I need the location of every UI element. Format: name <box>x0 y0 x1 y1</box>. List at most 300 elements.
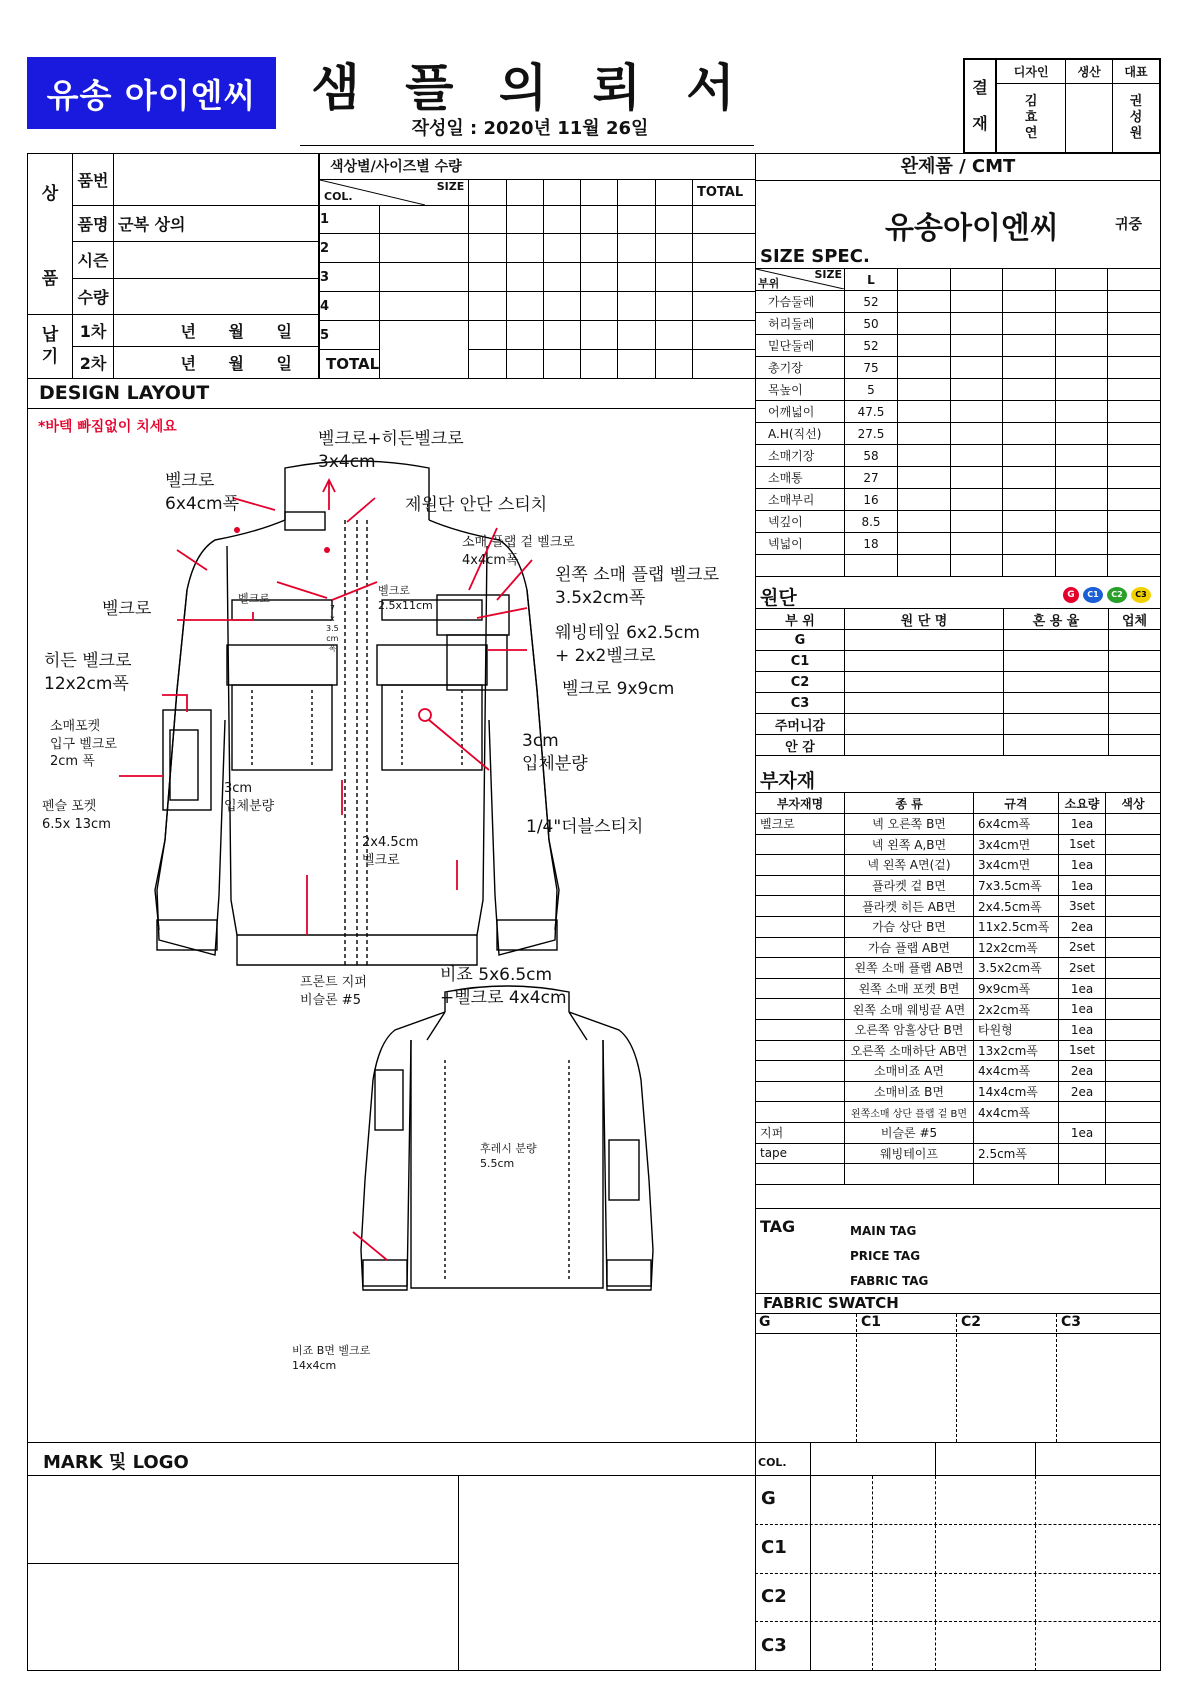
spec-cell[interactable] <box>1003 357 1056 379</box>
trim-name <box>756 834 845 855</box>
trim-qty: 1set <box>1059 1040 1106 1061</box>
trim-spec: 2x2cm폭 <box>974 999 1059 1020</box>
spec-cell[interactable] <box>1003 555 1056 577</box>
spec-value[interactable]: 27.5 <box>845 423 898 445</box>
trim-qty: 2set <box>1059 958 1106 979</box>
trim-color[interactable] <box>1106 916 1161 937</box>
tag-price: PRICE TAG <box>850 1249 921 1263</box>
spec-cell[interactable] <box>1003 445 1056 467</box>
trim-color[interactable] <box>1106 1040 1161 1061</box>
qty-row-number: 1 <box>320 205 380 234</box>
spec-cell[interactable] <box>1108 489 1161 511</box>
qty-cell[interactable] <box>693 205 756 234</box>
delivery-2-date[interactable] <box>114 346 319 378</box>
trim-spec: 2x4.5cm폭 <box>974 896 1059 917</box>
qty-cell[interactable] <box>693 321 756 350</box>
trim-color[interactable] <box>1106 999 1161 1020</box>
spec-cell[interactable] <box>1003 379 1056 401</box>
trim-name <box>756 916 845 937</box>
spec-part: 넥깊이 <box>756 511 845 533</box>
field-season[interactable] <box>114 242 319 278</box>
qty-cell[interactable] <box>506 350 543 379</box>
fabric-vendor-cell[interactable] <box>1109 735 1161 756</box>
spec-cell[interactable] <box>950 555 1003 577</box>
fabric-vendor-cell[interactable] <box>1109 630 1161 651</box>
spec-cell[interactable] <box>950 291 1003 313</box>
fabric-name-cell[interactable] <box>845 672 1004 693</box>
trim-row <box>756 1081 1161 1102</box>
spec-cell[interactable] <box>1003 423 1056 445</box>
size-spec-table <box>755 268 1161 577</box>
spec-cell[interactable] <box>898 511 951 533</box>
qty-cell[interactable] <box>543 205 580 234</box>
fabric-blend-cell[interactable] <box>1004 735 1109 756</box>
trim-type: 비슬론 #5 <box>845 1122 974 1143</box>
spec-cell[interactable] <box>1003 467 1056 489</box>
qty-cell[interactable] <box>469 321 506 350</box>
fabric-name-cell[interactable] <box>845 651 1004 672</box>
spec-cell[interactable] <box>1003 489 1056 511</box>
spec-cell[interactable] <box>950 489 1003 511</box>
mark-row-label: G <box>761 1488 776 1510</box>
spec-cell[interactable] <box>1108 511 1161 533</box>
field-label-season: 시즌 <box>73 242 114 278</box>
spec-part: 가슴둘레 <box>756 291 845 313</box>
swatch-header <box>755 1294 1161 1314</box>
fabric-blend-cell[interactable] <box>1004 672 1109 693</box>
qty-cell[interactable] <box>380 292 469 321</box>
spec-part: 목높이 <box>756 379 845 401</box>
qty-cell[interactable] <box>380 321 469 379</box>
trim-cell[interactable] <box>1059 1164 1106 1185</box>
spec-cell[interactable] <box>898 533 951 555</box>
spec-cell[interactable] <box>1003 511 1056 533</box>
spec-cell[interactable] <box>1108 423 1161 445</box>
spec-part: 소매통 <box>756 467 845 489</box>
trim-color[interactable] <box>1106 1102 1161 1123</box>
spec-value[interactable]: 16 <box>845 489 898 511</box>
trim-row <box>756 958 1161 979</box>
fabric-vendor-cell[interactable] <box>1109 651 1161 672</box>
qty-cell[interactable] <box>506 321 543 350</box>
trim-name: 벨크로 <box>756 814 845 835</box>
approval-sign-production[interactable] <box>1066 83 1113 153</box>
mark-row-dash <box>1035 1574 1036 1623</box>
spec-cell[interactable] <box>898 379 951 401</box>
swatch-divider <box>956 1314 957 1442</box>
fabric-name-cell[interactable] <box>845 714 1004 735</box>
spec-part-label: 부위 <box>758 277 780 290</box>
spec-cell[interactable] <box>1003 313 1056 335</box>
mark-row-dash <box>872 1622 873 1671</box>
qty-row-number: 5 <box>320 321 380 350</box>
trim-name <box>756 855 845 876</box>
ann-left-sleeve-flap: 왼쪽 소매 플랩 벨크로 3.5x2cm폭 <box>555 565 720 608</box>
fabric-header-blend: 혼 용 율 <box>1004 609 1109 630</box>
spec-cell[interactable] <box>1055 313 1108 335</box>
spec-cell[interactable] <box>1108 467 1161 489</box>
spec-cell[interactable] <box>1055 357 1108 379</box>
spec-row <box>756 291 1161 313</box>
qty-row-number: 3 <box>320 263 380 292</box>
spec-cell[interactable] <box>1055 511 1108 533</box>
trim-name <box>756 1061 845 1082</box>
trim-color[interactable] <box>1106 1061 1161 1082</box>
tag-section <box>755 1208 1161 1294</box>
qty-cell[interactable] <box>655 263 692 292</box>
spec-cell[interactable] <box>1108 401 1161 423</box>
spec-size-label: SIZE <box>814 268 842 281</box>
spec-cell[interactable] <box>1003 291 1056 313</box>
trim-qty: 3set <box>1059 896 1106 917</box>
spec-cell[interactable] <box>1108 357 1161 379</box>
size-col-1[interactable] <box>469 179 506 205</box>
qty-cell[interactable] <box>655 350 692 379</box>
quantity-table-title: 색상별/사이즈별 수량 <box>320 154 756 180</box>
qty-cell[interactable] <box>693 234 756 263</box>
field-quantity[interactable] <box>114 278 319 314</box>
fabric-vendor-cell[interactable] <box>1109 714 1161 735</box>
product-info-table <box>27 153 319 379</box>
spec-cell[interactable] <box>898 555 951 577</box>
field-label-quantity: 수량 <box>73 278 114 314</box>
qty-cell[interactable] <box>693 292 756 321</box>
fabric-name-cell[interactable] <box>845 630 1004 651</box>
trim-cell[interactable] <box>1106 1164 1161 1185</box>
fabric-row <box>756 735 1161 756</box>
fabric-title: 원단 <box>760 587 797 609</box>
spec-cell[interactable] <box>898 291 951 313</box>
fabric-part: 주머니감 <box>756 714 845 735</box>
trim-color[interactable] <box>1106 1081 1161 1102</box>
trim-spec: 타원형 <box>974 1019 1059 1040</box>
spec-value[interactable]: 52 <box>845 335 898 357</box>
qty-cell[interactable] <box>543 234 580 263</box>
spec-cell[interactable] <box>1055 401 1108 423</box>
spec-value[interactable]: 58 <box>845 445 898 467</box>
fabric-blend-cell[interactable] <box>1004 693 1109 714</box>
company-logo <box>27 57 276 129</box>
spec-cell[interactable] <box>950 467 1003 489</box>
approval-col-ceo: 대표 <box>1112 59 1160 83</box>
trim-cell[interactable] <box>756 1164 845 1185</box>
qty-cell[interactable] <box>618 321 655 350</box>
spec-cell[interactable] <box>1055 555 1108 577</box>
spec-row <box>756 445 1161 467</box>
trim-color[interactable] <box>1106 875 1161 896</box>
delivery-1-day: 일 <box>276 321 292 341</box>
trim-spec: 6x4cm폭 <box>974 814 1059 835</box>
qty-cell[interactable] <box>380 234 469 263</box>
trim-row <box>756 1143 1161 1164</box>
size-col-4[interactable] <box>581 179 618 205</box>
spec-cell[interactable] <box>898 313 951 335</box>
fabric-vendor-cell[interactable] <box>1109 672 1161 693</box>
spec-cell[interactable] <box>950 401 1003 423</box>
delivery-1-month: 월 <box>228 321 244 341</box>
spec-cell[interactable] <box>1055 467 1108 489</box>
trim-qty: 1ea <box>1059 855 1106 876</box>
qty-cell[interactable] <box>469 350 506 379</box>
badge-g: G <box>1063 587 1079 603</box>
spec-cell[interactable] <box>898 423 951 445</box>
spec-size-col[interactable] <box>1108 269 1161 291</box>
fabric-name-cell[interactable] <box>845 693 1004 714</box>
spec-row <box>756 511 1161 533</box>
spec-cell[interactable] <box>1055 335 1108 357</box>
spec-value[interactable]: 5 <box>845 379 898 401</box>
qty-cell[interactable] <box>618 350 655 379</box>
spec-cell[interactable] <box>1055 489 1108 511</box>
trim-color[interactable] <box>1106 1143 1161 1164</box>
spec-value[interactable]: 8.5 <box>845 511 898 533</box>
mark-row-dash <box>1035 1476 1036 1525</box>
mark-col-label: COL. <box>758 1456 787 1469</box>
spec-cell[interactable] <box>950 357 1003 379</box>
spec-part: 밑단둘레 <box>756 335 845 357</box>
qty-cell[interactable] <box>581 321 618 350</box>
trim-qty: 2ea <box>1059 916 1106 937</box>
design-layout-header <box>27 379 756 409</box>
qty-cell[interactable] <box>506 234 543 263</box>
spec-value[interactable]: 52 <box>845 291 898 313</box>
trim-color[interactable] <box>1106 958 1161 979</box>
fabric-blend-cell[interactable] <box>1004 714 1109 735</box>
trim-name <box>756 896 845 917</box>
trim-cell[interactable] <box>974 1164 1059 1185</box>
qty-cell[interactable] <box>618 263 655 292</box>
spec-value[interactable]: 18 <box>845 533 898 555</box>
spec-cell[interactable] <box>950 335 1003 357</box>
trim-qty: 1ea <box>1059 1019 1106 1040</box>
spec-cell[interactable] <box>1055 533 1108 555</box>
qty-cell[interactable] <box>581 292 618 321</box>
trims-header-spec: 규격 <box>974 793 1059 814</box>
field-item-name[interactable]: 군복 상의 <box>114 206 319 242</box>
trim-row <box>756 814 1161 835</box>
annotation-tick-marks <box>234 527 330 553</box>
spec-size-col[interactable] <box>1055 269 1108 291</box>
size-col-6[interactable] <box>655 179 692 205</box>
spec-row <box>756 357 1161 379</box>
trim-name <box>756 1081 845 1102</box>
spec-cell[interactable] <box>1108 555 1161 577</box>
qty-cell[interactable] <box>655 292 692 321</box>
fabric-blend-cell[interactable] <box>1004 630 1109 651</box>
approval-col-production: 생산 <box>1066 59 1113 83</box>
qty-cell[interactable] <box>618 292 655 321</box>
spec-row <box>756 533 1161 555</box>
tag-items <box>850 1219 928 1294</box>
spec-cell[interactable] <box>950 313 1003 335</box>
trim-row <box>756 855 1161 876</box>
fabric-vendor-cell[interactable] <box>1109 693 1161 714</box>
spec-part: 허리둘레 <box>756 313 845 335</box>
qty-cell[interactable] <box>543 321 580 350</box>
mark-row-dash <box>935 1476 936 1525</box>
trim-color[interactable] <box>1106 834 1161 855</box>
badge-c1: C1 <box>1083 587 1103 603</box>
color-badges <box>1063 587 1151 603</box>
trim-spec: 4x4cm폭 <box>974 1102 1059 1123</box>
spec-cell[interactable] <box>898 335 951 357</box>
mark-row-sep <box>810 1574 811 1623</box>
spec-cell[interactable] <box>1108 533 1161 555</box>
trim-qty: 2ea <box>1059 1061 1106 1082</box>
trim-cell[interactable] <box>845 1164 974 1185</box>
size-col-3[interactable] <box>543 179 580 205</box>
mark-color-row <box>755 1574 1161 1623</box>
qty-cell[interactable] <box>543 263 580 292</box>
approval-label <box>964 59 996 153</box>
trim-color[interactable] <box>1106 937 1161 958</box>
spec-cell[interactable] <box>1003 533 1056 555</box>
trim-type: 가슴 플랩 AB면 <box>845 937 974 958</box>
trim-name <box>756 1040 845 1061</box>
trims-title: 부자재 <box>760 770 816 792</box>
qty-cell[interactable] <box>506 292 543 321</box>
spec-cell[interactable] <box>1055 291 1108 313</box>
trim-row <box>756 1061 1161 1082</box>
trim-spec: 4x4cm폭 <box>974 1061 1059 1082</box>
qty-cell[interactable] <box>506 263 543 292</box>
mark-vdivider <box>458 1476 459 1671</box>
spec-part: A.H(직선) <box>756 423 845 445</box>
size-col-5[interactable] <box>618 179 655 205</box>
trim-color[interactable] <box>1106 1019 1161 1040</box>
spec-cell[interactable] <box>898 467 951 489</box>
qty-cell[interactable] <box>380 205 469 234</box>
trim-spec: 14x4cm폭 <box>974 1081 1059 1102</box>
spec-cell[interactable] <box>898 445 951 467</box>
spec-cell[interactable] <box>756 555 845 577</box>
mark-row-dash <box>935 1622 936 1671</box>
mark-col-header <box>755 1442 1161 1476</box>
trim-row <box>756 916 1161 937</box>
approval-label-bottom: 재 <box>972 114 988 133</box>
qty-cell[interactable] <box>469 292 506 321</box>
spec-cell[interactable] <box>1055 379 1108 401</box>
spec-cell[interactable] <box>950 379 1003 401</box>
trim-color[interactable] <box>1106 855 1161 876</box>
qty-cell[interactable] <box>655 234 692 263</box>
qty-cell[interactable] <box>655 321 692 350</box>
qty-cell[interactable] <box>655 205 692 234</box>
qty-cell[interactable] <box>581 234 618 263</box>
qty-cell[interactable] <box>618 234 655 263</box>
spec-size-col[interactable] <box>898 269 951 291</box>
mark-row-dash <box>872 1574 873 1623</box>
trim-qty: 1ea <box>1059 978 1106 999</box>
spec-cell[interactable] <box>1108 291 1161 313</box>
ann-hidden-velcro: 히든 벨크로 12x2cm폭 <box>44 651 132 694</box>
spec-cell[interactable] <box>1055 445 1108 467</box>
spec-cell[interactable] <box>1108 313 1161 335</box>
spec-cell[interactable] <box>1108 379 1161 401</box>
ann-chest-velcro-size: 벨크로 2.5x11cm <box>378 584 433 612</box>
spec-value[interactable]: 27 <box>845 467 898 489</box>
trim-color[interactable] <box>1106 896 1161 917</box>
spec-cell[interactable] <box>950 423 1003 445</box>
qty-cell[interactable] <box>693 350 756 379</box>
size-col-2[interactable] <box>506 179 543 205</box>
qty-cell[interactable] <box>469 205 506 234</box>
qty-cell[interactable] <box>581 263 618 292</box>
spec-cell[interactable] <box>950 511 1003 533</box>
qty-cell[interactable] <box>618 205 655 234</box>
mark-row-label: C2 <box>761 1585 787 1607</box>
spec-cell[interactable] <box>1108 445 1161 467</box>
qty-cell[interactable] <box>506 205 543 234</box>
quantity-table <box>319 153 756 379</box>
spec-cell[interactable] <box>950 445 1003 467</box>
spec-cell[interactable] <box>898 401 951 423</box>
spec-value[interactable]: 75 <box>845 357 898 379</box>
trim-row <box>756 1122 1161 1143</box>
qty-cell[interactable] <box>693 263 756 292</box>
trim-color[interactable] <box>1106 978 1161 999</box>
spec-cell[interactable] <box>898 489 951 511</box>
trim-type: 넥 왼쪽 A면(겉) <box>845 855 974 876</box>
logo-text: 유송 아이엔씨 <box>46 75 257 115</box>
fabric-row <box>756 714 1161 735</box>
qty-cell[interactable] <box>581 350 618 379</box>
spec-value[interactable]: 50 <box>845 313 898 335</box>
qty-cell[interactable] <box>469 263 506 292</box>
trim-color[interactable] <box>1106 1122 1161 1143</box>
qty-cell[interactable] <box>543 350 580 379</box>
qty-cell[interactable] <box>543 292 580 321</box>
qty-cell[interactable] <box>380 263 469 292</box>
trim-type: 왼쪽 소매 플랩 AB면 <box>845 958 974 979</box>
approval-sign-design[interactable]: 김 효 연 <box>996 83 1066 153</box>
spec-cell[interactable] <box>845 555 898 577</box>
field-label-item-name: 품명 <box>73 206 114 242</box>
delivery-1-date[interactable] <box>114 314 319 346</box>
spec-cell[interactable] <box>1003 401 1056 423</box>
spec-cell[interactable] <box>1108 335 1161 357</box>
trim-row-empty <box>756 1164 1161 1185</box>
trim-type: 플라켓 히든 AB면 <box>845 896 974 917</box>
trim-color[interactable] <box>1106 814 1161 835</box>
spec-value[interactable]: 47.5 <box>845 401 898 423</box>
spec-size-col[interactable] <box>1003 269 1056 291</box>
delivery-2-day: 일 <box>276 353 292 373</box>
ann-webbing-tape: 웨빙테잎 6x2.5cm + 2x2벨크로 <box>555 623 700 666</box>
trim-row <box>756 1102 1161 1123</box>
ann-chest-velcro: 벨크로 <box>238 592 270 605</box>
ann-pencil-pocket: 펜슬 포켓 6.5x 13cm <box>42 799 111 832</box>
fabric-name-cell[interactable] <box>845 735 1004 756</box>
approval-sign-ceo[interactable]: 권 성 원 <box>1112 83 1160 153</box>
spec-cell[interactable] <box>1003 335 1056 357</box>
spec-part: 소매기장 <box>756 445 845 467</box>
spec-cell[interactable] <box>950 533 1003 555</box>
spec-cell[interactable] <box>898 357 951 379</box>
qty-cell[interactable] <box>469 234 506 263</box>
mark-color-grid <box>755 1476 1161 1671</box>
spec-size-col[interactable] <box>950 269 1003 291</box>
total-col-header: TOTAL <box>693 179 756 205</box>
field-style-no[interactable] <box>114 154 319 206</box>
trim-name <box>756 958 845 979</box>
fabric-blend-cell[interactable] <box>1004 651 1109 672</box>
ann-collar-velcro: 벨크로 6x4cm폭 <box>165 471 240 514</box>
delivery-2-label: 2차 <box>73 346 114 378</box>
qty-cell[interactable] <box>581 205 618 234</box>
fabric-header-name: 원 단 명 <box>845 609 1004 630</box>
spec-cell[interactable] <box>1055 423 1108 445</box>
